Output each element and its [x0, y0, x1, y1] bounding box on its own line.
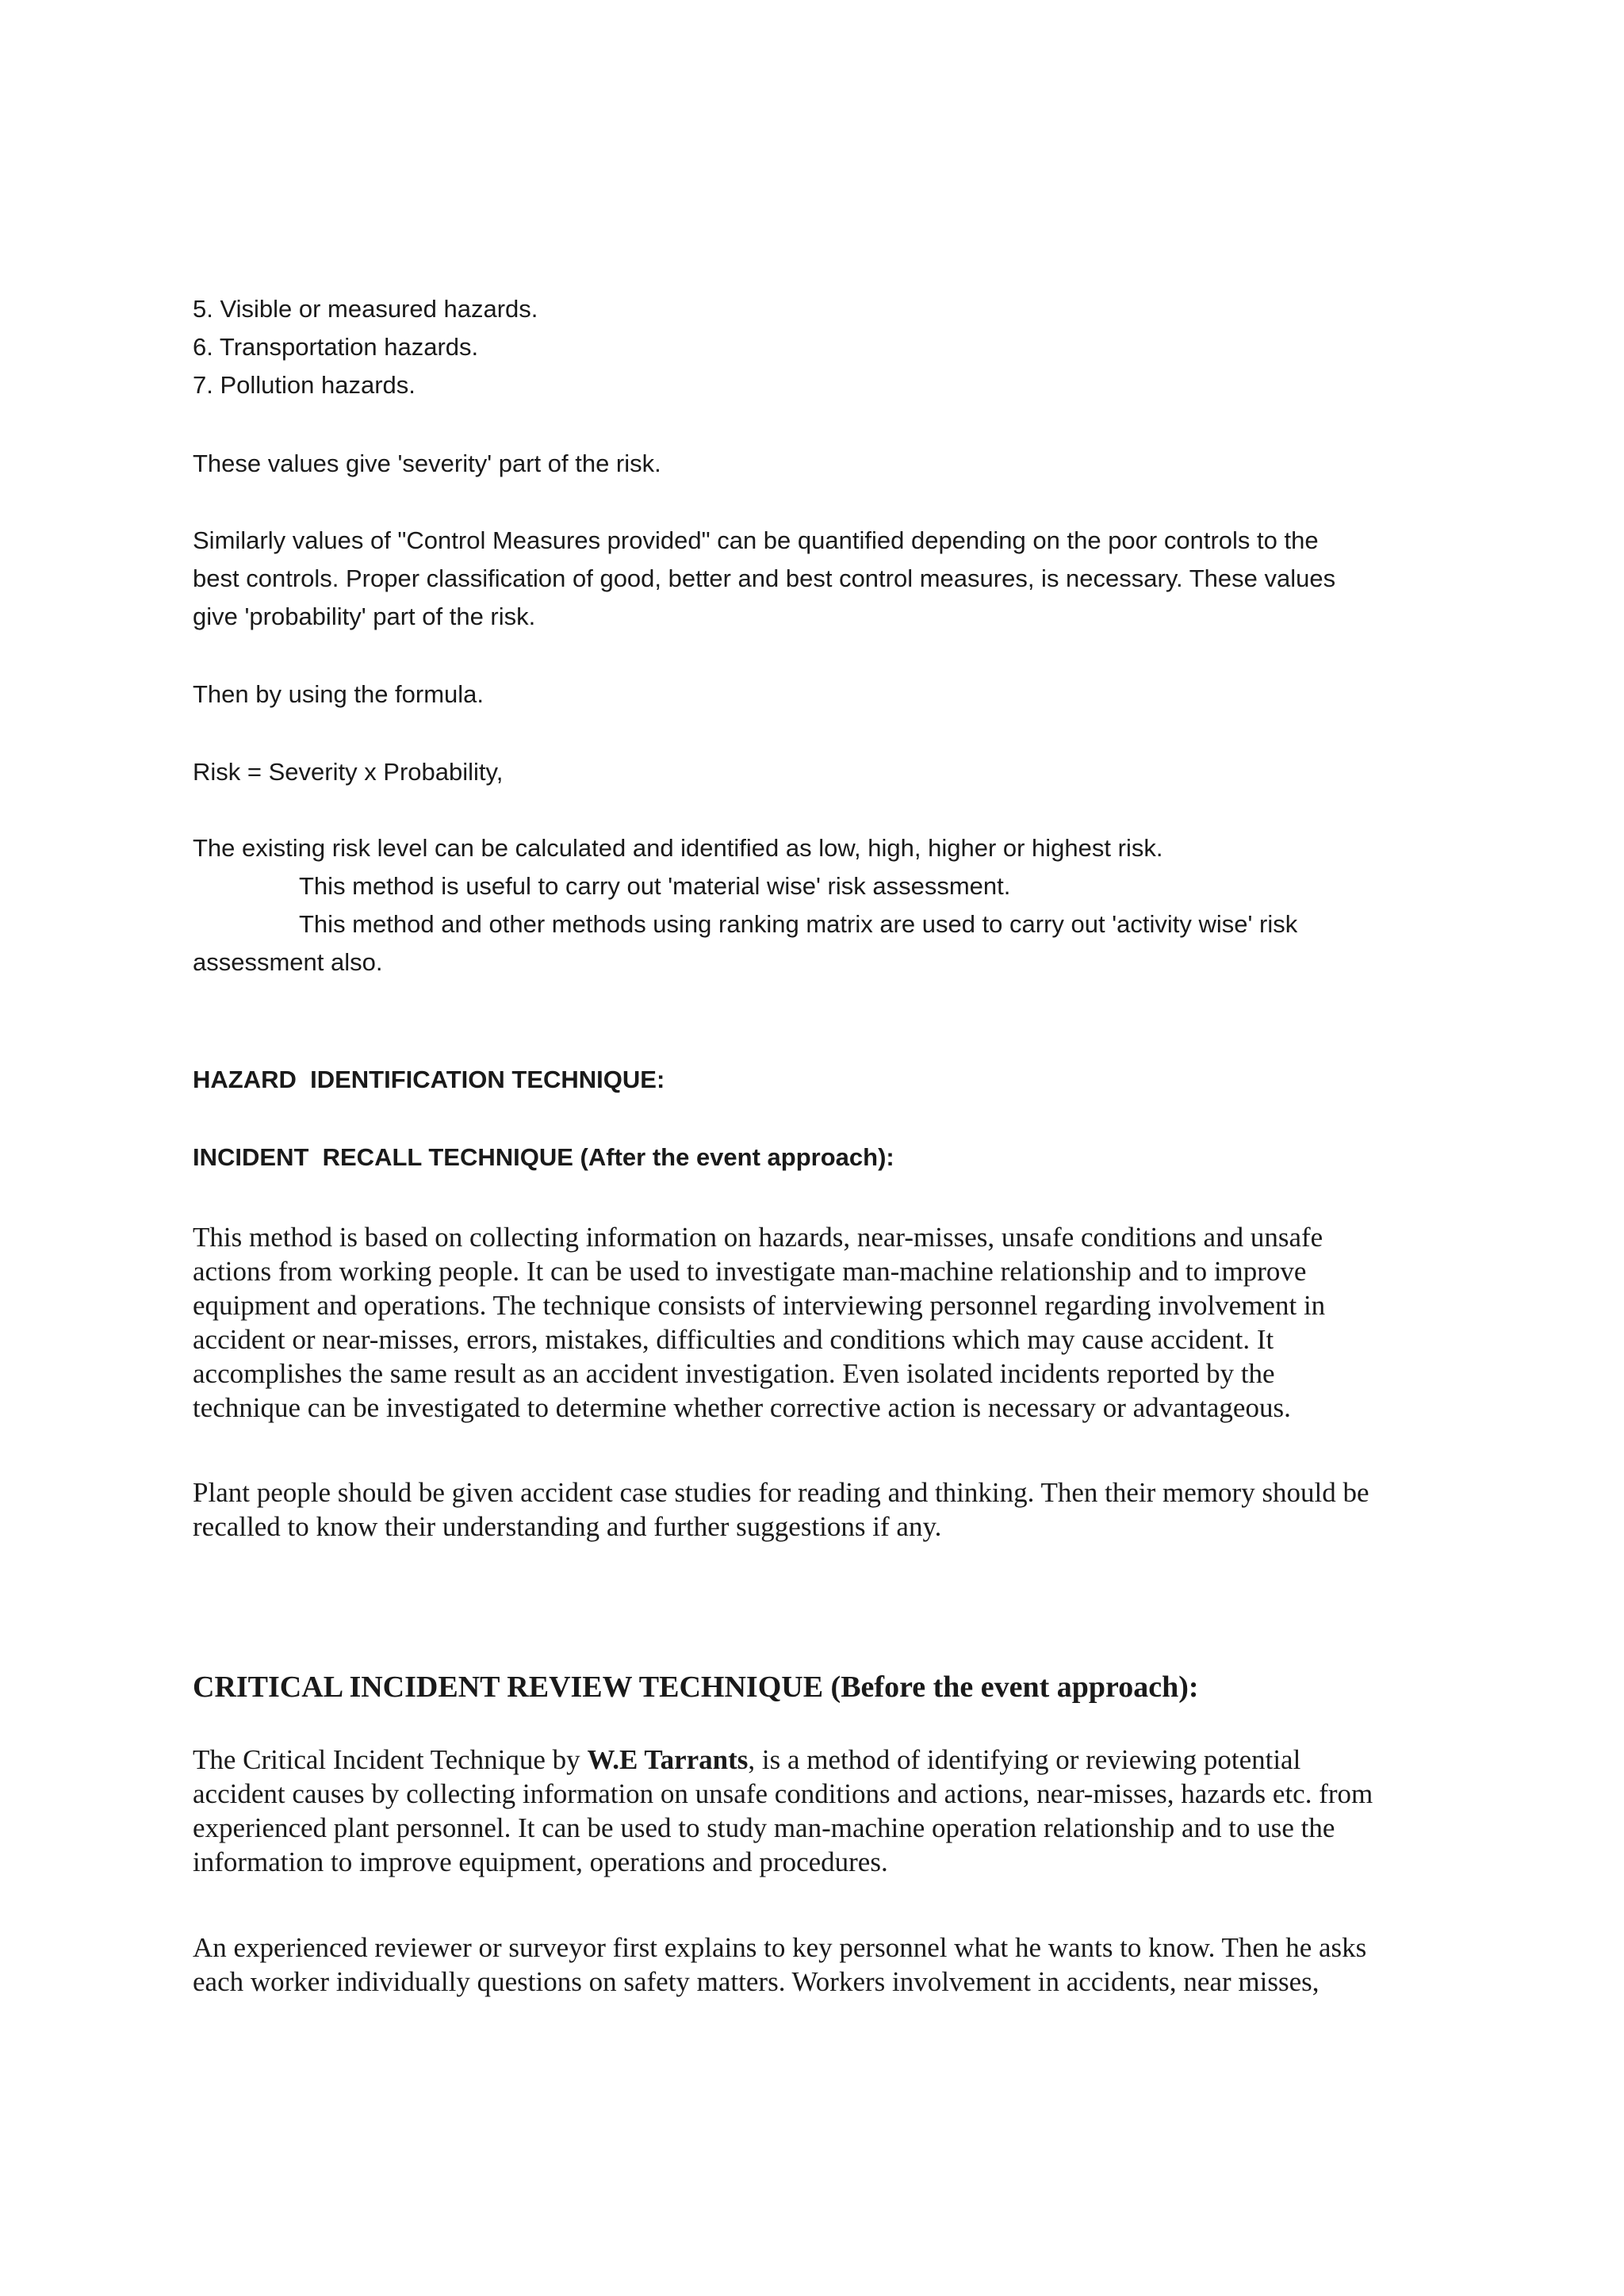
paragraph-line: give 'probability' part of the risk.: [193, 603, 536, 630]
critical-incident-heading: CRITICAL INCIDENT REVIEW TECHNIQUE (Before the event approach):: [193, 1670, 1199, 1704]
paragraph-line: recalled to know their understanding and further suggestions if any.: [193, 1511, 942, 1542]
paragraph-line: technique can be investigated to determine whether corrective action is necessary or advantageous.: [193, 1392, 1291, 1423]
incident-recall-heading: INCIDENT RECALL TECHNIQUE (After the event approach):: [193, 1143, 894, 1171]
existing-risk-paragraph: [193, 829, 1297, 982]
paragraph-line: best controls. Proper classification of good, better and best control measures, is necessary. These values: [193, 564, 1336, 592]
paragraph-line: Risk = Severity x Probability,: [193, 758, 504, 786]
paragraph-line: each worker individually questions on safety matters. Workers involvement in accidents, near misses,: [193, 1966, 1320, 1997]
plant-people-paragraph: [193, 1475, 1369, 1544]
paragraph-line: These values give 'severity' part of the risk.: [193, 450, 661, 477]
paragraph-line: assessment also.: [193, 948, 383, 976]
paragraph-line: Then by using the formula.: [193, 680, 485, 708]
reviewer-paragraph: [193, 1931, 1366, 1999]
risk-formula: [193, 753, 503, 791]
paragraph-line: The existing risk level can be calculated and identified as low, high, higher or highest risk.: [193, 834, 1163, 862]
paragraph-line: actions from working people. It can be used to investigate man-machine relationship and to improve: [193, 1256, 1307, 1287]
paragraph-line: This method and other methods using ranking matrix are used to carry out 'activity wise' risk: [299, 910, 1298, 938]
author-name: W.E Tarrants: [587, 1744, 749, 1775]
paragraph-line: accident or near-misses, errors, mistakes, difficulties and conditions which may cause accident. It: [193, 1324, 1274, 1355]
list-item: 5. Visible or measured hazards.: [193, 295, 538, 323]
paragraph-line: An experienced reviewer or surveyor first explains to key personnel what he wants to know. Then he asks: [193, 1932, 1367, 1963]
hazard-list: [193, 290, 538, 404]
incident-recall-paragraph: [193, 1220, 1325, 1425]
critical-incident-paragraph: [193, 1743, 1373, 1879]
paragraph-line: The Critical Incident Technique by W.E Tarrants, is a method of identifying or reviewing potential: [193, 1744, 1301, 1775]
list-item: 6. Transportation hazards.: [193, 333, 479, 361]
paragraph-line: experienced plant personnel. It can be used to study man-machine operation relationship and to use the: [193, 1812, 1335, 1843]
paragraph-line: accident causes by collecting information on unsafe conditions and actions, near-misses, hazards etc. from: [193, 1778, 1373, 1809]
hazard-identification-heading: HAZARD IDENTIFICATION TECHNIQUE:: [193, 1066, 665, 1093]
paragraph-line: This method is based on collecting information on hazards, near-misses, unsafe conditions and unsafe: [193, 1222, 1323, 1253]
severity-paragraph: [193, 445, 661, 483]
control-measures-paragraph: [193, 522, 1335, 636]
paragraph-line: accomplishes the same result as an accident investigation. Even isolated incidents reported by the: [193, 1358, 1275, 1389]
formula-intro: [193, 675, 484, 714]
list-item: 7. Pollution hazards.: [193, 371, 416, 399]
paragraph-line: information to improve equipment, operations and procedures.: [193, 1846, 888, 1877]
paragraph-line: This method is useful to carry out 'material wise' risk assessment.: [299, 872, 1011, 900]
paragraph-line: equipment and operations. The technique consists of interviewing personnel regarding involvement in: [193, 1290, 1326, 1321]
paragraph-line: Plant people should be given accident case studies for reading and thinking. Then their memory should be: [193, 1477, 1369, 1508]
paragraph-line: Similarly values of "Control Measures provided" can be quantified depending on the poor controls to the: [193, 526, 1319, 554]
